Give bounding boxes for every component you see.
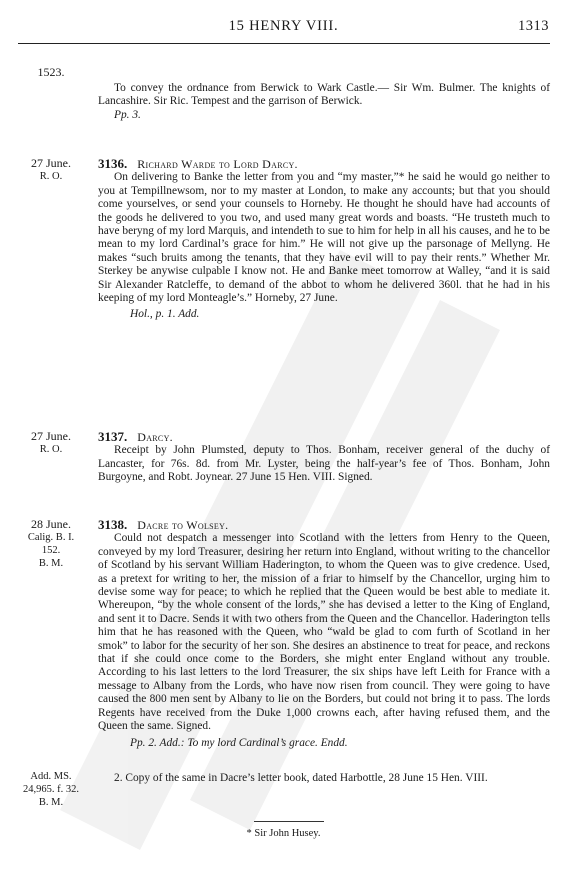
margin-year: 1523. (37, 65, 65, 79)
entry-heading (98, 430, 550, 444)
page-number: 1313 (518, 18, 549, 34)
entry-3136 (98, 157, 550, 322)
page-header (0, 18, 567, 40)
entry-body: Could not despatch a messenger into Scotland with the letters from Henry to the Queen, conveyed by my lord Treasurer, desiring her return into England, without writing to the chancellor of Scotland by his servant William Haderington, to whom the Queen was to give credence. Used, as a pretext for writing to her, the mission of a friar to himself by the Chancellor, urging him to devise some way for peace; to which he replied that the Queen would be best able to mediate it. Whereupon, “by the whole consent of the lords,” she has devised a letter to the King of England, and sent it to Dacre. Sends it with two others from the Queen and the Chancellor. Haderington tells him that he has reasoned with the Queen, who “wald be glad to com furth of Scotland in her smok” to labor for the security of her son. She desires an abstinence to treat for peace, and reckons that if she could once come to the Borders, she might enter England without any trouble. According to his last letters to the lord Treasurer, the six ships have left Leith for France with a message to Albany from the Lords, who have now risen from council. They were going to have caused the 800 men sent by Albany to lie on the Borders, but could not bring it to pass. The lords Regents have received from the Duke 1,000 crowns each, after having refused them, and the Queen the same. Signed. (98, 532, 550, 733)
entry-body: On delivering to Banke the letter from you and “my master,”* he said he would go neither to you at Tempillnewsom, nor to my master at London, to make any accounts; but that you should come yourselves, or send your counsels to Horneby. He thought he should have had accounts of the goods he delivered to you two, and used many great words and boasts. “He trusteth much to have beryng of my lord Marquis, and intendeth to sue to him for help in all his causes, and he to be mean to my lord Cardinal’s grace for him.” He will not give up the parsonage of Mellyng. He makes “such bruits among the tenants, that they have evil will to pay their rents.” Whether Mr. Sterkey be anywise culpable I know not. He and Banke meet tomorrow at Walley, “and it is said Sir Alexander Ratcleffe, to demand of the abbot to whom he delivered 360l. that he had in his keeping of my lord Monteagle’s.” Horneby, 27 June. (98, 171, 550, 305)
intro-pages: Pp. 3. (114, 108, 141, 121)
entry-copy (98, 772, 550, 785)
entry-number: 3138. (98, 517, 128, 532)
entry-body: Receipt by John Plumsted, deputy to Thos. Bonham, receiver general of the duchy of Lancaster, for 76s. 8d. from Mr. Lyster, being the half-year’s fee of Thos. Bonham, John Burgoyne, and Robt. Joynear. 27 June 15 Hen. VIII. Signed. (98, 444, 550, 484)
header-rule (18, 43, 550, 44)
footnote: * Sir John Husey. (246, 828, 321, 839)
entry-margin: 27 June. R. O. (31, 156, 71, 182)
entry-title: Dacre to Wolsey. (137, 518, 229, 532)
entry-margin: Add. MS. 24,965. f. 32. B. M. (23, 771, 79, 808)
entry-title: Richard Warde to Lord Darcy. (137, 157, 298, 171)
entry-margin: 27 June. R. O. (31, 429, 71, 455)
entry-3137 (98, 430, 550, 485)
entry-footer: Pp. 2. Add.: To my lord Cardinal’s grace. Endd. (130, 736, 348, 749)
intro-text: To convey the ordnance from Berwick to Wark Castle.— Sir Wm. Bulmer. The knights of Lancashire. Sir Ric. Tempest and the garrison of Berwick. (98, 82, 550, 108)
entry-title: Darcy. (137, 430, 173, 444)
entry-heading (98, 518, 550, 532)
entry-number: 3136. (98, 156, 128, 171)
entry-3138 (98, 518, 550, 750)
footnote-rule (254, 821, 324, 822)
intro-block (98, 82, 550, 122)
entry-footer: Hol., p. 1. Add. (130, 308, 200, 321)
entry-heading (98, 157, 550, 171)
entry-number: 3137. (98, 429, 128, 444)
entry-body: 2. Copy of the same in Dacre’s letter book, dated Harbottle, 28 June 15 Hen. VIII. (114, 772, 488, 784)
entry-margin: 28 June. Calig. B. I. 152. B. M. (27, 517, 75, 569)
running-title: 15 HENRY VIII. (228, 18, 339, 34)
